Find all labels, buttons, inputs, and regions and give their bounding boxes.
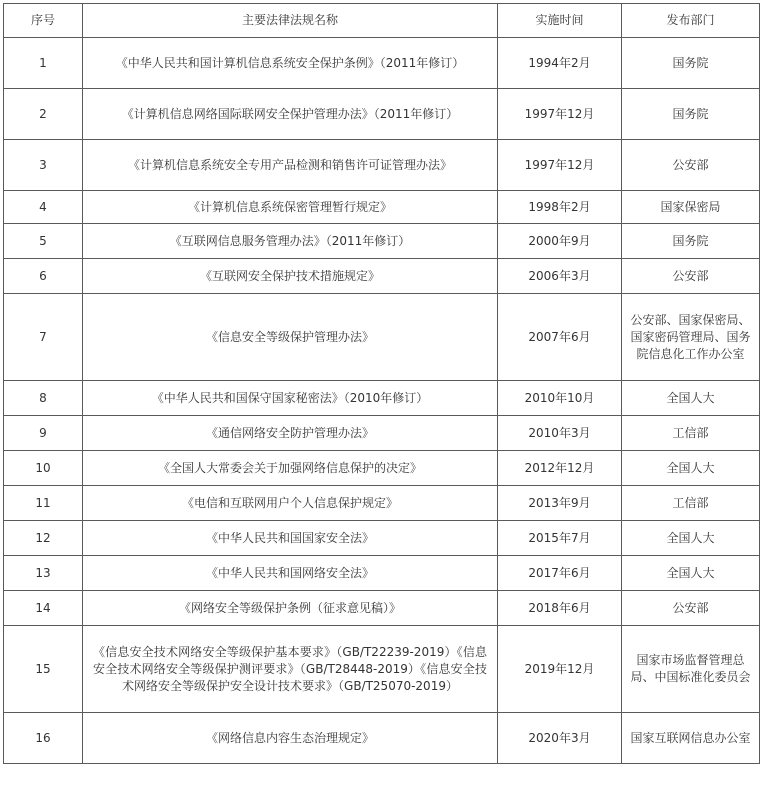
row-dept: 工信部 (622, 486, 760, 521)
laws-table (3, 3, 760, 764)
table-row (4, 294, 760, 381)
header-dept: 发布部门 (622, 4, 760, 38)
row-dept: 全国人大 (622, 556, 760, 591)
row-dept: 全国人大 (622, 381, 760, 416)
row-index: 13 (4, 556, 83, 591)
row-law-name: 《中华人民共和国保守国家秘密法》（2010年修订） (83, 381, 498, 416)
table-row (4, 89, 760, 140)
row-index: 8 (4, 381, 83, 416)
table-row (4, 416, 760, 451)
header-name: 主要法律法规名称 (83, 4, 498, 38)
row-index: 10 (4, 451, 83, 486)
table-row (4, 486, 760, 521)
row-law-name: 《互联网安全保护技术措施规定》 (83, 259, 498, 294)
row-law-name: 《网络安全等级保护条例（征求意见稿）》 (83, 591, 498, 626)
row-dept: 公安部 (622, 591, 760, 626)
row-date: 2020年3月 (498, 713, 622, 764)
row-law-name: 《计算机信息系统保密管理暂行规定》 (83, 191, 498, 224)
row-date: 2010年10月 (498, 381, 622, 416)
row-dept: 国务院 (622, 89, 760, 140)
row-dept: 公安部 (622, 259, 760, 294)
header-row (4, 4, 760, 38)
header-date: 实施时间 (498, 4, 622, 38)
row-date: 2018年6月 (498, 591, 622, 626)
table-row (4, 191, 760, 224)
row-index: 12 (4, 521, 83, 556)
row-index: 1 (4, 38, 83, 89)
table-row (4, 451, 760, 486)
row-law-name: 《全国人大常委会关于加强网络信息保护的决定》 (83, 451, 498, 486)
row-index: 5 (4, 224, 83, 259)
row-law-name: 《信息安全等级保护管理办法》 (83, 294, 498, 381)
table-row (4, 381, 760, 416)
row-dept: 国家互联网信息办公室 (622, 713, 760, 764)
row-law-name: 《电信和互联网用户个人信息保护规定》 (83, 486, 498, 521)
table-row (4, 591, 760, 626)
row-dept: 全国人大 (622, 451, 760, 486)
row-index: 11 (4, 486, 83, 521)
row-date: 2000年9月 (498, 224, 622, 259)
row-index: 7 (4, 294, 83, 381)
row-index: 16 (4, 713, 83, 764)
row-index: 3 (4, 140, 83, 191)
row-date: 2006年3月 (498, 259, 622, 294)
row-law-name: 《信息安全技术网络安全等级保护基本要求》（GB/T22239-2019）《信息安全技术网络安全等级保护测评要求》（GB/T28448-2019）《信息安全技术网络安全等级保护安全设计技术要求》（GB/T25070-2019） (83, 626, 498, 713)
row-date: 2019年12月 (498, 626, 622, 713)
row-date: 2012年12月 (498, 451, 622, 486)
row-law-name: 《中华人民共和国计算机信息系统安全保护条例》（2011年修订） (83, 38, 498, 89)
row-dept: 国家市场监督管理总局、中国标准化委员会 (622, 626, 760, 713)
row-law-name: 《互联网信息服务管理办法》（2011年修订） (83, 224, 498, 259)
row-law-name: 《计算机信息系统安全专用产品检测和销售许可证管理办法》 (83, 140, 498, 191)
row-date: 2015年7月 (498, 521, 622, 556)
row-index: 15 (4, 626, 83, 713)
row-dept: 国家保密局 (622, 191, 760, 224)
row-law-name: 《中华人民共和国网络安全法》 (83, 556, 498, 591)
row-index: 4 (4, 191, 83, 224)
row-law-name: 《计算机信息网络国际联网安全保护管理办法》（2011年修订） (83, 89, 498, 140)
table-row (4, 521, 760, 556)
row-law-name: 《中华人民共和国国家安全法》 (83, 521, 498, 556)
row-law-name: 《网络信息内容生态治理规定》 (83, 713, 498, 764)
table-row (4, 38, 760, 89)
row-dept: 公安部、国家保密局、国家密码管理局、国务院信息化工作办公室 (622, 294, 760, 381)
row-date: 2013年9月 (498, 486, 622, 521)
row-date: 2007年6月 (498, 294, 622, 381)
table-row (4, 224, 760, 259)
row-date: 1994年2月 (498, 38, 622, 89)
row-dept: 工信部 (622, 416, 760, 451)
row-dept: 国务院 (622, 38, 760, 89)
row-index: 2 (4, 89, 83, 140)
table-row (4, 259, 760, 294)
header-index: 序号 (4, 4, 83, 38)
row-date: 1997年12月 (498, 89, 622, 140)
row-date: 1997年12月 (498, 140, 622, 191)
table-row (4, 556, 760, 591)
row-law-name: 《通信网络安全防护管理办法》 (83, 416, 498, 451)
row-index: 9 (4, 416, 83, 451)
row-date: 1998年2月 (498, 191, 622, 224)
row-index: 14 (4, 591, 83, 626)
row-dept: 公安部 (622, 140, 760, 191)
row-date: 2010年3月 (498, 416, 622, 451)
row-date: 2017年6月 (498, 556, 622, 591)
row-index: 6 (4, 259, 83, 294)
table-row (4, 626, 760, 713)
row-dept: 国务院 (622, 224, 760, 259)
row-dept: 全国人大 (622, 521, 760, 556)
table-row (4, 713, 760, 764)
table-row (4, 140, 760, 191)
